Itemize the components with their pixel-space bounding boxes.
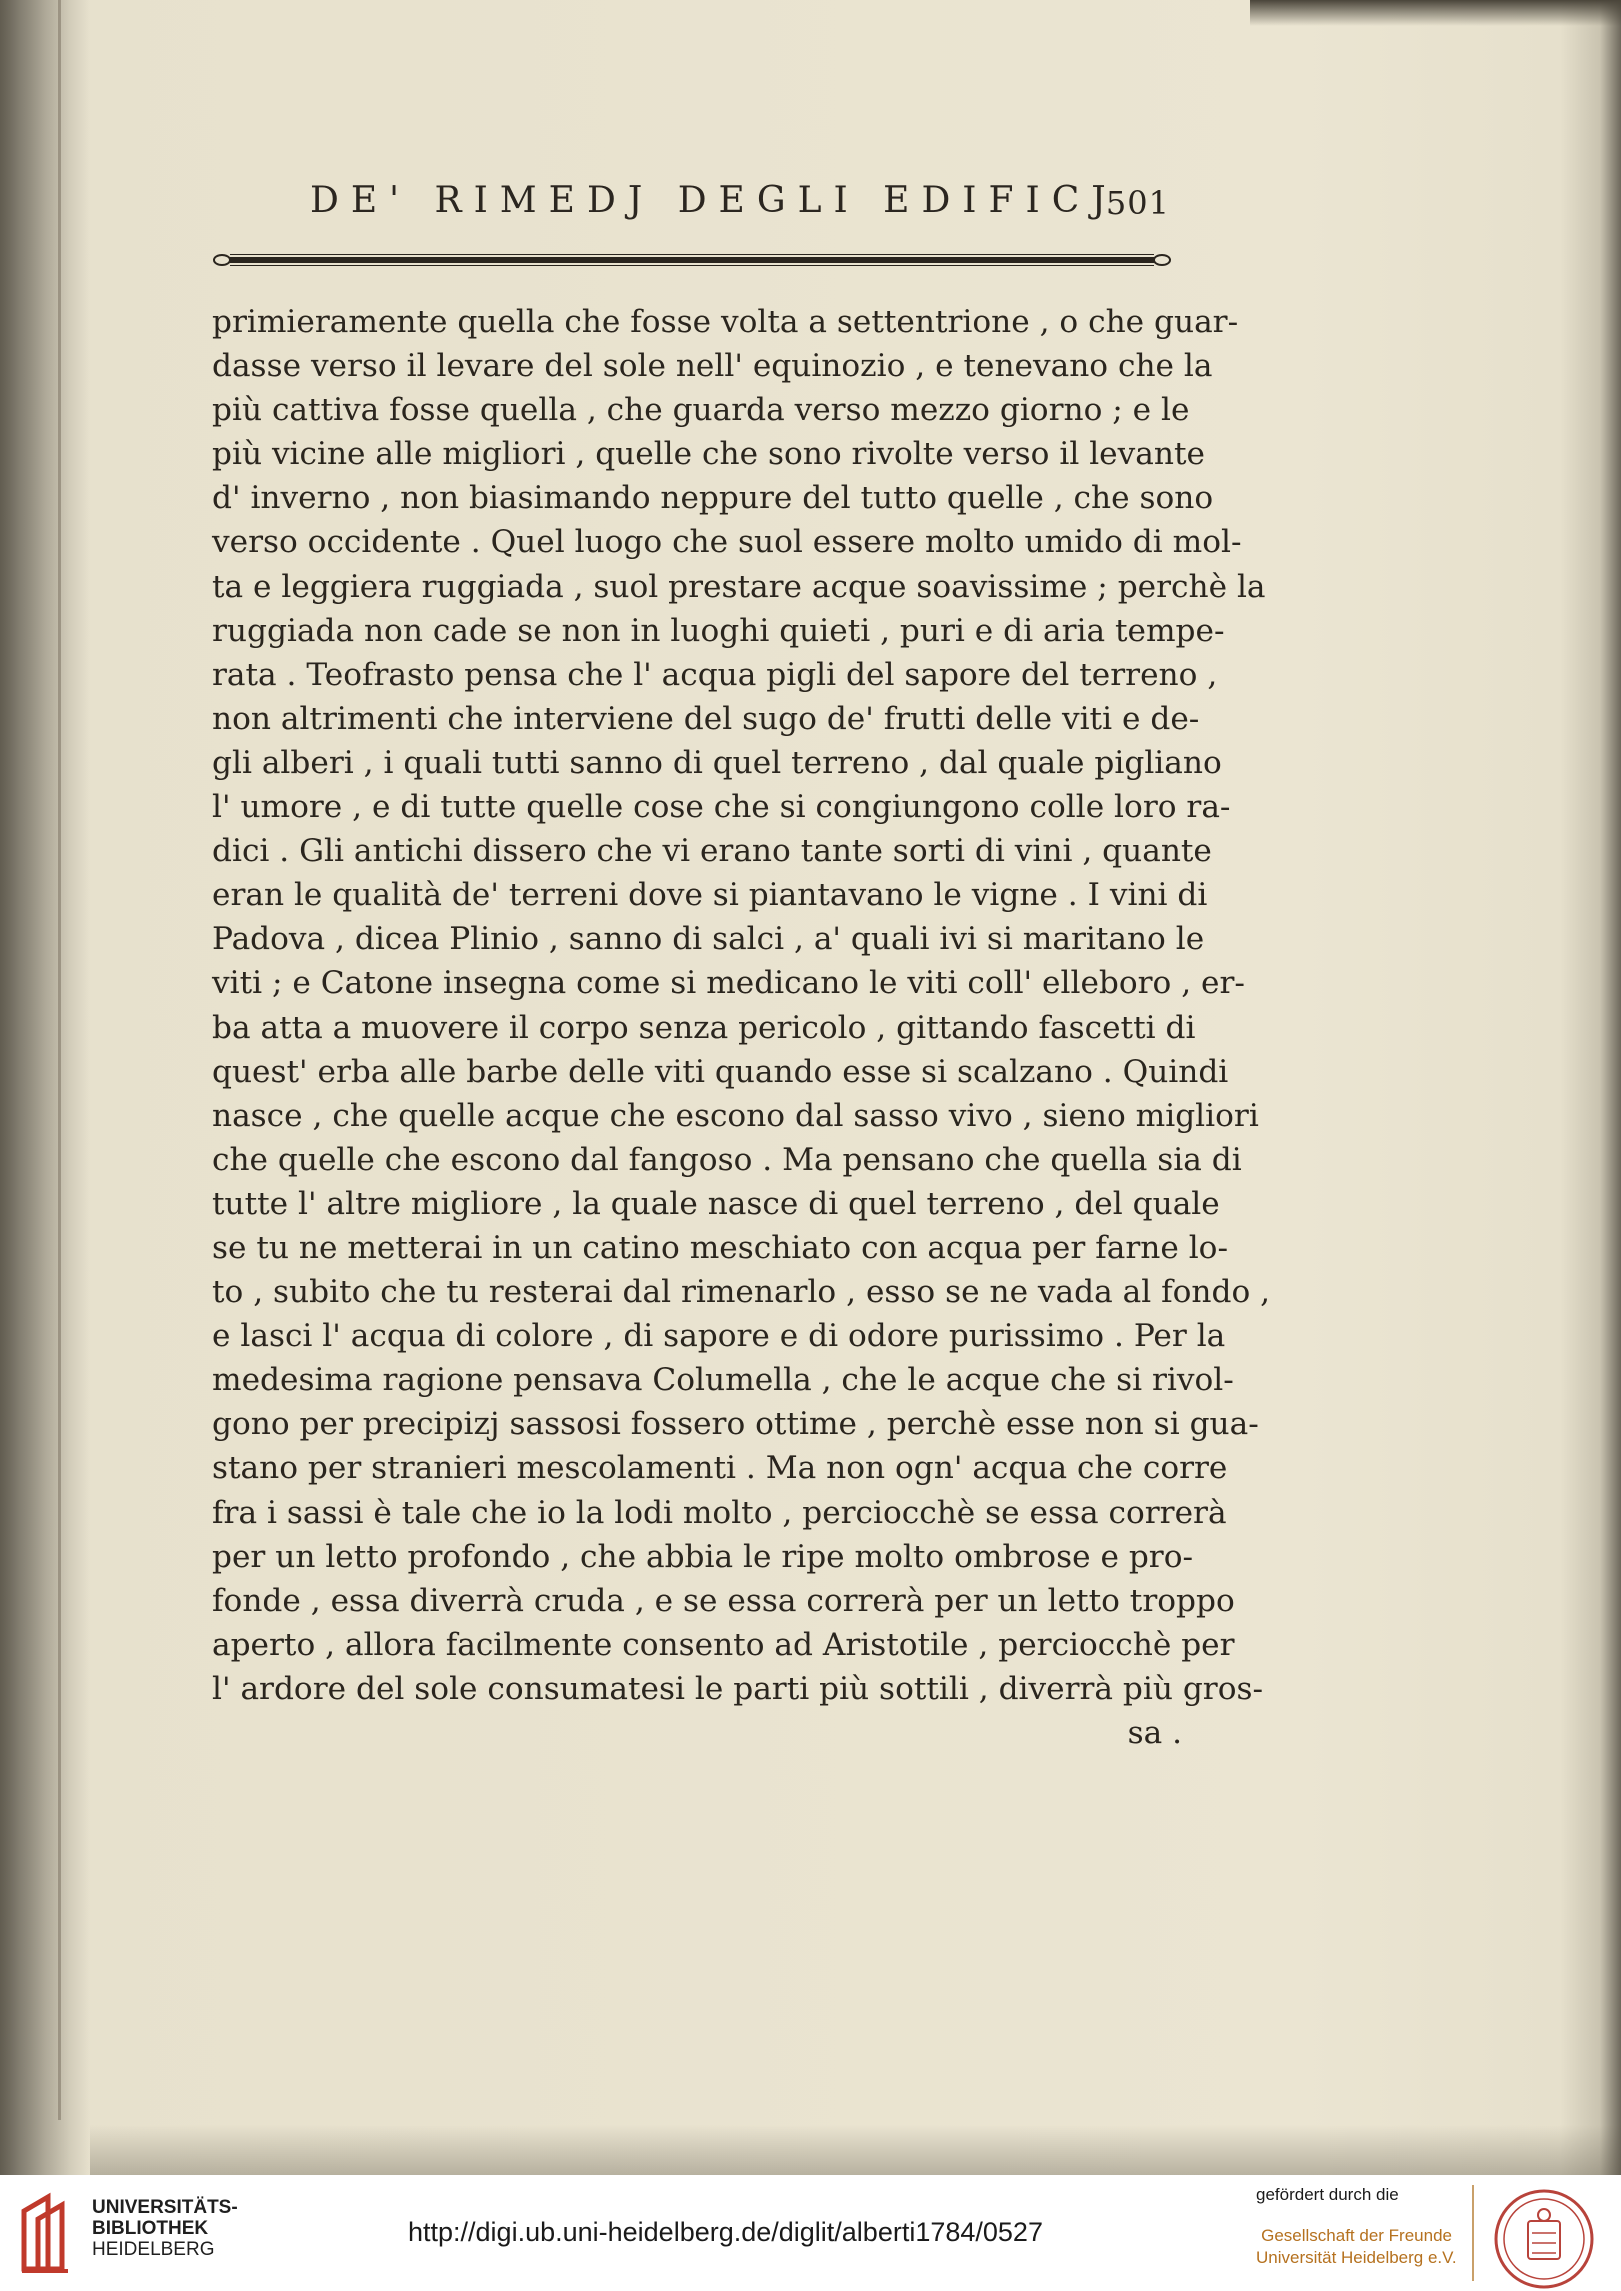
text-line: Padova , dicea Plinio , sanno di salci , a' quali ivi si maritano le [212,921,1205,958]
text-line: d' inverno , non biasimando neppure del tutto quelle , che sono [212,480,1214,517]
text-line: ruggiada non cade se non in luoghi quieti , puri e di aria tempe- [212,612,1225,649]
funder-name-line: Universität Heidelberg e.V. [1256,2248,1457,2267]
text-line: gono per precipizj sassosi fossero ottime , perchè esse non si gua- [212,1406,1259,1443]
text-line: più vicine alle migliori , quelle che sono rivolte verso il levante [212,436,1205,473]
text-line: stano per stranieri mescolamenti . Ma non ogn' acqua che corre [212,1450,1228,1487]
permalink-url[interactable]: http://digi.ub.uni-heidelberg.de/diglit/alberti1784/0527 [408,2217,1043,2247]
page-bottom-edge [90,2125,1621,2175]
text-line: nasce , che quelle acque che escono dal sasso vivo , sieno migliori [212,1097,1259,1134]
text-line: fra i sassi è tale che io la lodi molto , perciocchè se essa correrà [212,1494,1227,1531]
funded-by-label: gefördert durch die [1256,2185,1399,2204]
body-text [212,300,1271,1755]
university-seal-icon [1492,2187,1596,2291]
text-line: aperto , allora facilmente consento ad Aristotile , perciocchè per [212,1626,1235,1663]
text-line: sa . [1127,1715,1182,1751]
funder-name-line: Gesellschaft der Freunde [1261,2226,1452,2245]
text-line: più cattiva fosse quella , che guarda verso mezzo giorno ; e le [212,392,1190,429]
text-line: dasse verso il levare del sole nell' equinozio , e tenevano che la [212,348,1213,385]
text-line: tutte l' altre migliore , la quale nasce di quel terreno , del quale [212,1185,1220,1222]
text-line: primieramente quella che fosse volta a settentrione , o che guar- [212,304,1239,340]
page-header [310,180,1170,230]
text-line: dici . Gli antichi dissero che vi erano tante sorti di vini , quante [212,833,1212,870]
text-line: gli alberi , i quali tutti sanno di quel terreno , dal quale pigliano [212,744,1222,781]
text-line: per un letto profondo , che abbia le ripe molto ombrose e pro- [212,1538,1194,1575]
ornamental-rule [212,253,1172,267]
funder-divider [1472,2185,1474,2281]
page-top-edge [1250,0,1621,26]
text-line: verso occidente . Quel luogo che suol essere molto umido di mol- [212,524,1242,561]
funder-name [1256,2225,1457,2269]
library-name-line: HEIDELBERG [92,2239,215,2260]
library-name-line: UNIVERSITÄTS- [92,2197,238,2218]
running-head: DE' RIMEDJ DEGLI EDIFICJ [310,180,1118,221]
text-line: l' umore , e di tutte quelle cose che si congiungono colle loro ra- [212,789,1231,826]
text-line: e lasci l' acqua di colore , di sapore e di odore purissimo . Per la [212,1318,1226,1355]
library-name [92,2197,238,2260]
footer-banner [0,2175,1621,2291]
text-line: ta e leggiera ruggiada , suol prestare acque soavissime ; perchè la [212,568,1266,605]
page-shadow [0,0,90,2175]
text-line: l' ardore del sole consumatesi le parti più sottili , diverrà più gros- [212,1670,1264,1707]
page-fold-line [58,0,61,2120]
text-line: se tu ne metterai in un catino meschiato con acqua per farne lo- [212,1229,1228,1266]
text-line: quest' erba alle barbe delle viti quando esse si scalzano . Quindi [212,1053,1229,1090]
text-line: non altrimenti che interviene del sugo de' frutti delle viti e de- [212,700,1200,737]
library-name-line: BIBLIOTHEK [92,2218,209,2239]
text-line: fonde , essa diverrà cruda , e se essa correrà per un letto troppo [212,1582,1235,1619]
text-line: medesima ragione pensava Columella , che le acque che si rivol- [212,1362,1234,1399]
text-line: che quelle che escono dal fangoso . Ma pensano che quella sia di [212,1141,1242,1178]
text-line: to , subito che tu resterai dal rimenarlo , esso se ne vada al fondo , [212,1274,1271,1311]
text-line: eran le qualità de' terreni dove si piantavano le vigne . I vini di [212,877,1208,914]
text-line: rata . Teofrasto pensa che l' acqua pigli del sapore del terreno , [212,656,1218,693]
page-number: 501 [1105,184,1170,222]
university-library-logo-icon [18,2191,82,2275]
text-line: viti ; e Catone insegna come si medicano le viti coll' elleboro , er- [212,965,1245,1002]
text-line: ba atta a muovere il corpo senza pericolo , gittando fascetti di [212,1009,1196,1046]
